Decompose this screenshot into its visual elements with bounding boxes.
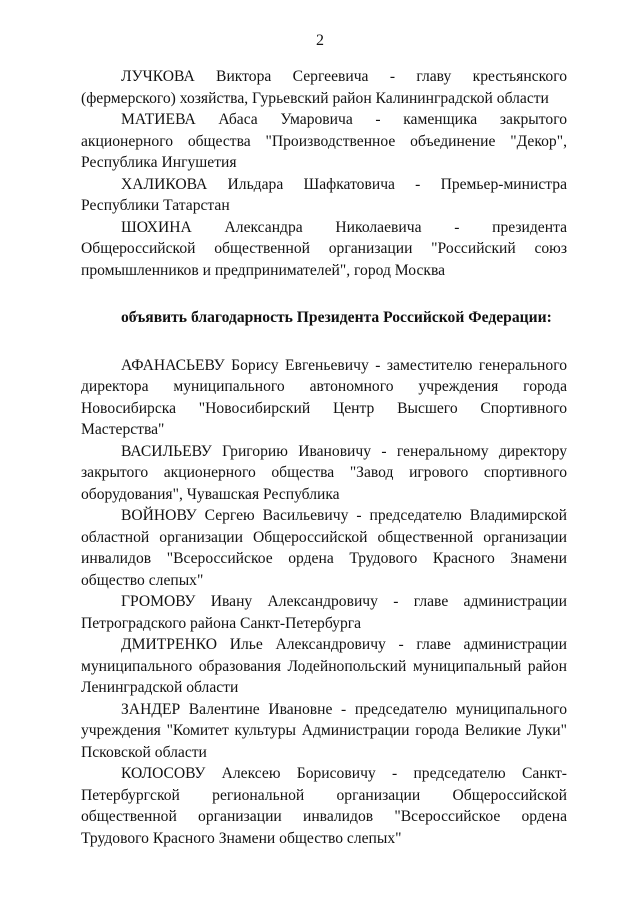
list-item: ВАСИЛЬЕВУ Григорию Ивановичу - генеральному директору закрытого акционерного общества "Завод игрового спортивного оборудования", Чувашская Республика xyxy=(81,442,567,503)
gratitude-list xyxy=(81,355,567,850)
list-item: ЛУЧКОВА Виктора Сергеевича - главу крестьянского (фермерского) хозяйства, Гурьевский район Калининградской области xyxy=(81,68,567,107)
section-heading: объявить благодарность Президента Российской Федерации: xyxy=(121,309,552,326)
list-item: ШОХИНА Александра Николаевича - президента Общероссийской общественной организации "Российский союз промышленников и предпринимателей", город Москва xyxy=(81,218,567,279)
list-item: ГРОМОВУ Ивану Александровичу - главе администрации Петроградского района Санкт-Петербурга xyxy=(81,593,567,632)
list-item: ДМИТРЕНКО Илье Александровичу - главе администрации муниципального образования Лодейнопольский муниципальный район Ленинградской области xyxy=(81,636,567,696)
list-item: МАТИЕВА Абаса Умаровича - каменщика закрытого акционерного общества "Производственное объединение "Декор", Республика Ингушетия xyxy=(81,111,567,171)
list-item: КОЛОСОВУ Алексею Борисовичу - председателю Санкт-Петербургской региональной организации Общероссийской общественной организации инвалидов "Всероссийское ордена Трудового Красного Знамени общество слепых" xyxy=(81,765,567,847)
list-item: ЗАНДЕР Валентине Ивановне - председателю муниципального учреждения "Комитет культуры Администрации города Великие Луки" Псковской области xyxy=(81,700,567,761)
page-number: 2 xyxy=(316,32,324,49)
document-body xyxy=(81,66,567,849)
list-item: ВОЙНОВУ Сергею Васильевичу - председателю Владимирской областной организации Общероссийской общественной организации инвалидов "Всероссийское ордена Трудового Красного Знамени общество слепых" xyxy=(81,507,567,589)
award-list xyxy=(81,66,567,281)
list-item: ХАЛИКОВА Ильдара Шафкатовича - Премьер-министра Республики Татарстан xyxy=(81,175,567,214)
list-item: АФАНАСЬЕВУ Борису Евгеньевичу - заместителю генерального директора муниципального автономного учреждения города Новосибирска "Новосибирский Центр Высшего Спортивного Мастерства" xyxy=(81,356,567,438)
